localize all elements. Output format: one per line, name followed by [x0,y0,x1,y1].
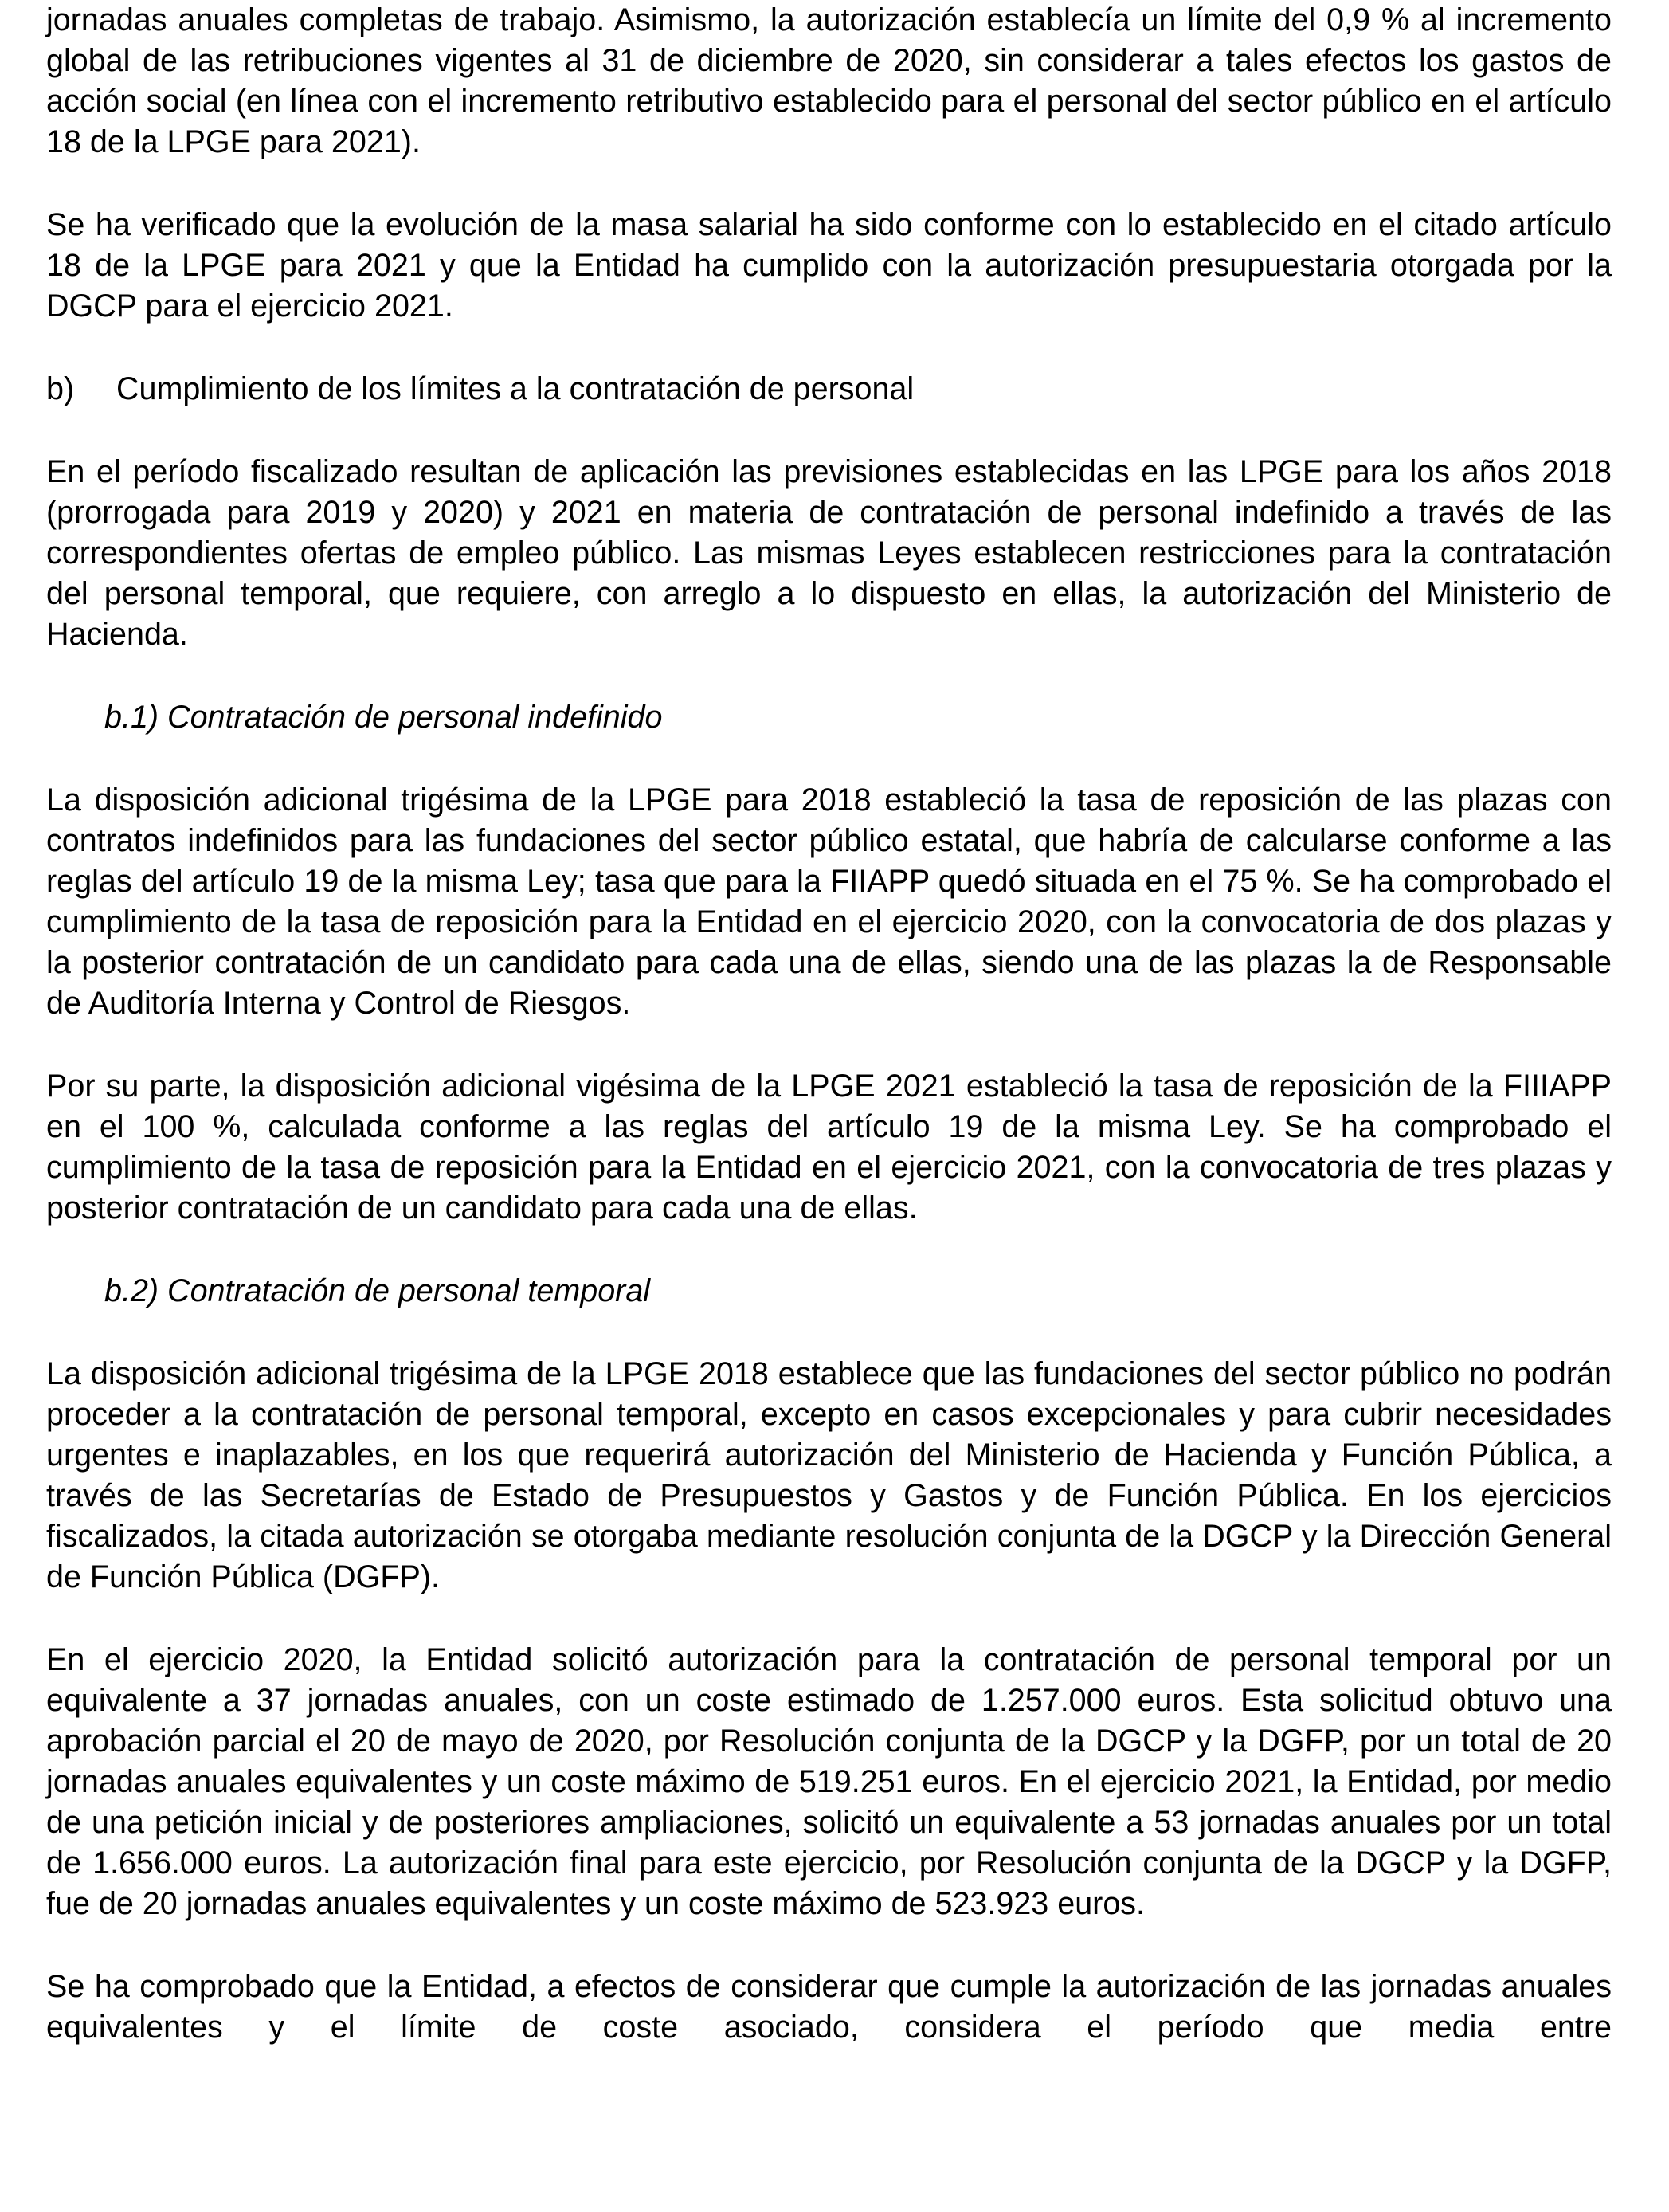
paragraph: En el período fiscalizado resultan de aplicación las previsiones establecidas en las LPGE para los años 2018 (prorrogada para 2019 y 2020) y 2021 en materia de contratación de personal indefinido a través de las correspondientes ofertas de empleo público. Las mismas Leyes establecen restricciones para la contratación del personal temporal, que requiere, con arreglo a lo dispuesto en ellas, la autorización del Ministerio de Hacienda. [46,454,1612,652]
paragraph: jornadas anuales completas de trabajo. Asimismo, la autorización establecía un límite del 0,9 % al incremento global de las retribuciones vigentes al 31 de diciembre de 2020, sin considerar a tales efectos los gastos de acción social (en línea con el incremento retributivo establecido para el personal del sector público en el artículo 18 de la LPGE para 2021). [46,2,1612,159]
paragraph: Por su parte, la disposición adicional vigésima de la LPGE 2021 estableció la tasa de reposición de la FIIIAPP en el 100 %, calculada conforme a las reglas del artículo 19 de la misma Ley. Se ha comprobado el cumplimiento de la tasa de reposición para la Entidad en el ejercicio 2021, con la convocatoria de tres plazas y posterior contratación de un candidato para cada una de ellas. [46,1069,1612,1226]
paragraph: La disposición adicional trigésima de la LPGE 2018 establece que las fundaciones del sector público no podrán proceder a la contratación de personal temporal, excepto en casos excepcionales y para cubrir necesidades urgentes e inaplazables, en los que requerirá autorización del Ministerio de Hacienda y Función Pública, a través de las Secretarías de Estado de Presupuestos y Gastos y de Función Pública. En los ejercicios fiscalizados, la citada autorización se otorgaba mediante resolución conjunta de la DGCP y la Dirección General de Función Pública (DGFP). [46,1356,1612,1594]
section-label: b) [46,371,75,406]
paragraph: La disposición adicional trigésima de la LPGE para 2018 estableció la tasa de reposición de las plazas con contratos indefinidos para las fundaciones del sector público estatal, que habría de calcularse conforme a las reglas del artículo 19 de la misma Ley; tasa que para la FIIAPP quedó situada en el 75 %. Se ha comprobado el cumplimiento de la tasa de reposición para la Entidad en el ejercicio 2020, con la convocatoria de dos plazas y la posterior contratación de un candidato para cada una de ellas, siendo una de las plazas la de Responsable de Auditoría Interna y Control de Riesgos. [46,782,1612,1021]
paragraph: Se ha verificado que la evolución de la masa salarial ha sido conforme con lo establecido en el citado artículo 18 de la LPGE para 2021 y que la Entidad ha cumplido con la autorización presupuestaria otorgada por la DGCP para el ejercicio 2021. [46,207,1612,324]
paragraph: En el ejercicio 2020, la Entidad solicitó autorización para la contratación de personal temporal por un equivalente a 37 jornadas anuales, con un coste estimado de 1.257.000 euros. Esta solicitud obtuvo una aprobación parcial el 20 de mayo de 2020, por Resolución conjunta de la DGCP y la DGFP, por un total de 20 jornadas anuales equivalentes y un coste máximo de 519.251 euros. En el ejercicio 2021, la Entidad, por medio de una petición inicial y de posteriores ampliaciones, solicitó un equivalente a 53 jornadas anuales por un total de 1.656.000 euros. La autorización final para este ejercicio, por Resolución conjunta de la DGCP y la DGFP, fue de 20 jornadas anuales equivalentes y un coste máximo de 523.923 euros. [46,1642,1612,1921]
paragraph: Se ha comprobado que la Entidad, a efectos de considerar que cumple la autorización de las jornadas anuales equivalentes y el límite de coste asociado, considera el período que media entre [46,1969,1612,2045]
subsection-heading-b1: b.1) Contratación de personal indefinido [104,700,663,735]
subsection-heading-b2: b.2) Contratación de personal temporal [104,1273,651,1308]
section-heading-b [46,369,1612,410]
section-title: Cumplimiento de los límites a la contratación de personal [116,371,915,406]
